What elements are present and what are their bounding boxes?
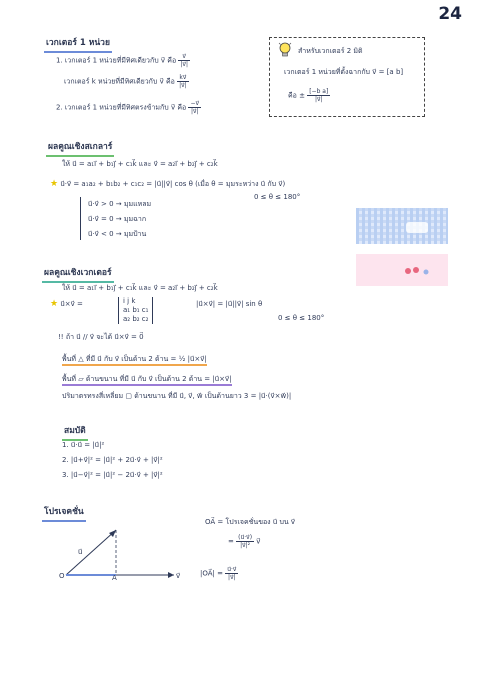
area-triangle: พื้นที่ △ ที่มี u⃗ กับ v⃗ เป็นด้าน 2 ด้าน = ½ |u⃗×v⃗| xyxy=(62,355,207,366)
cross-given: ให้ u⃗ = a₁i⃗ + b₁j⃗ + c₁k⃗ และ v⃗ = a₂i⃗ + b₂j⃗ + c₂k⃗ xyxy=(62,284,218,292)
tip-fraction: $\frac{\text{[−b a]}}{|v⃗|}$ xyxy=(309,88,329,103)
line1-v: v⃗ xyxy=(160,56,166,65)
line3-v: v⃗ xyxy=(170,103,176,112)
tip-box-line-2 xyxy=(288,88,330,103)
line2-text: เวกเตอร์ k หน่วยที่มีทิศเดียวกับ xyxy=(64,77,158,86)
dot-case-right: u⃗·v⃗ = 0 → มุมฉาก xyxy=(88,215,147,223)
dot-cases-bracket xyxy=(80,197,82,240)
dot-case-obtuse: u⃗·v⃗ < 0 → มุมป้าน xyxy=(88,230,147,238)
heading-unit-vector: เวกเตอร์ 1 หน่วย xyxy=(44,34,112,53)
heading-projection: โปรเจคชั่น xyxy=(42,503,86,522)
matrix-row-3: a₂ b₂ c₂ xyxy=(123,315,149,323)
line1-is: คือ xyxy=(167,56,177,65)
matrix-row-2: a₁ b₁ c₁ xyxy=(123,306,149,314)
u-vector-line xyxy=(66,530,116,575)
line3-is: คือ xyxy=(177,103,187,112)
property-3: 3. |u⃗−v⃗|² = |u⃗|² − 2u⃗·v⃗ + |v⃗|² xyxy=(62,471,163,479)
tip-box-title: สำหรับเวกเตอร์ 2 มิติ xyxy=(298,47,363,55)
property-2: 2. |u⃗+v⃗|² = |u⃗|² + 2u⃗·v⃗ + |v⃗|² xyxy=(62,456,163,464)
dot-formula-line xyxy=(50,180,285,189)
oa-fraction: $\frac{(u⃗\cdot v⃗)}{\text{|v⃗|²}}$ xyxy=(238,534,253,549)
property-1: 1. u⃗·u⃗ = |u⃗|² xyxy=(62,441,105,449)
tip-line1-text: เวกเตอร์ 1 หน่วยที่ตั้งฉากกับ xyxy=(284,68,370,76)
mag-lhs: |OA⃗| = xyxy=(200,569,223,578)
line3-fraction: $\frac{-v⃗}{|v⃗|}$ xyxy=(190,100,200,115)
oa-desc: = โปรเจคชั่นของ u⃗ บน v⃗ xyxy=(217,518,296,526)
label-u: u⃗ xyxy=(78,548,83,556)
volume-parallelepiped: ปริมาตรทรงสี่เหลี่ยม ▢ ด้านขนาน ที่มี u⃗, v⃗, w⃗ เป็นด้านยาว 3 = |u⃗·(v⃗×w⃗)| xyxy=(62,392,292,400)
line2-is: คือ xyxy=(165,77,175,86)
cross-range: 0 ≤ θ ≤ 180° xyxy=(278,314,325,322)
line1-text: 1. เวกเตอร์ 1 หน่วยที่มีทิศเดียวกับ xyxy=(56,56,159,65)
oa-tail: v⃗ xyxy=(256,537,261,546)
line3-text: 2. เวกเตอร์ 1 หน่วยที่มีทิศตรงข้ามกับ xyxy=(56,103,169,112)
gingham-sticker xyxy=(356,208,448,244)
heading-dot-product: ผลคูณเชิงสเกลาร์ xyxy=(46,138,114,157)
label-v: v⃗ xyxy=(176,572,181,580)
v-arrowhead xyxy=(168,572,174,578)
pink-sticker xyxy=(356,254,448,286)
dot-range: 0 ≤ θ ≤ 180° xyxy=(254,193,301,201)
unit-vector-line-1 xyxy=(56,53,190,68)
unit-vector-line-2 xyxy=(64,74,189,89)
heading-properties: สมบัติ xyxy=(62,422,88,441)
star-icon-2: ★ xyxy=(50,299,59,309)
cross-determinant xyxy=(118,297,153,324)
lightbulb-icon xyxy=(278,42,292,58)
tip-box-line-1 xyxy=(284,68,403,77)
dot-given: ให้ u⃗ = a₁i⃗ + b₁j⃗ + c₁k⃗ และ v⃗ = a₂i⃗ + b₂j⃗ + c₂k⃗ xyxy=(62,160,218,168)
line1-fraction: $\frac{v⃗}{|v⃗|}$ xyxy=(180,53,188,68)
projection-formula xyxy=(228,534,260,549)
star-icon: ★ xyxy=(50,179,59,189)
mag-fraction: $\frac{u⃗\cdot v⃗}{|v⃗|}$ xyxy=(227,566,237,581)
cross-magnitude: |u⃗×v⃗| = |u⃗||v⃗| sin θ xyxy=(196,300,263,308)
unit-vector-line-3 xyxy=(56,100,201,115)
label-o: O xyxy=(59,572,65,580)
oa-eq: = xyxy=(228,537,234,546)
tip-line1-v: v⃗ = [a b] xyxy=(372,68,404,76)
projection-definition xyxy=(205,518,295,527)
oa-lhs: OA⃗ xyxy=(205,518,216,526)
label-a: A xyxy=(112,574,117,582)
projection-magnitude xyxy=(200,566,238,581)
tip-line2-is: คือ ± xyxy=(288,91,305,100)
dot-formula: u⃗·v⃗ = a₁a₂ + b₁b₂ + c₁c₂ = |u⃗||v⃗| cos θ (เมื่อ θ = มุมระหว่าง u⃗ กับ v⃗) xyxy=(60,180,286,188)
heading-cross-product: ผลคูณเชิงเวกเตอร์ xyxy=(42,264,114,283)
line2-fraction: $\frac{kv⃗}{|v⃗|}$ xyxy=(179,74,187,89)
matrix-row-1: i j k xyxy=(123,297,136,305)
page-number: 24 xyxy=(438,4,462,24)
cross-parallel-note: !! ถ้า u⃗ // v⃗ จะได้ u⃗×v⃗ = 0⃗ xyxy=(58,333,144,341)
cross-lhs xyxy=(50,300,83,309)
dot-case-acute: u⃗·v⃗ > 0 → มุมแหลม xyxy=(88,200,152,208)
area-parallelogram: พื้นที่ ▱ ด้านขนาน ที่มี u⃗ กับ v⃗ เป็นด้าน 2 ด้าน = |u⃗×v⃗| xyxy=(62,375,232,386)
cross-lhs-text: u⃗×v⃗ = xyxy=(60,300,83,308)
line2-v: v⃗ xyxy=(159,77,164,86)
projection-diagram xyxy=(56,520,186,590)
